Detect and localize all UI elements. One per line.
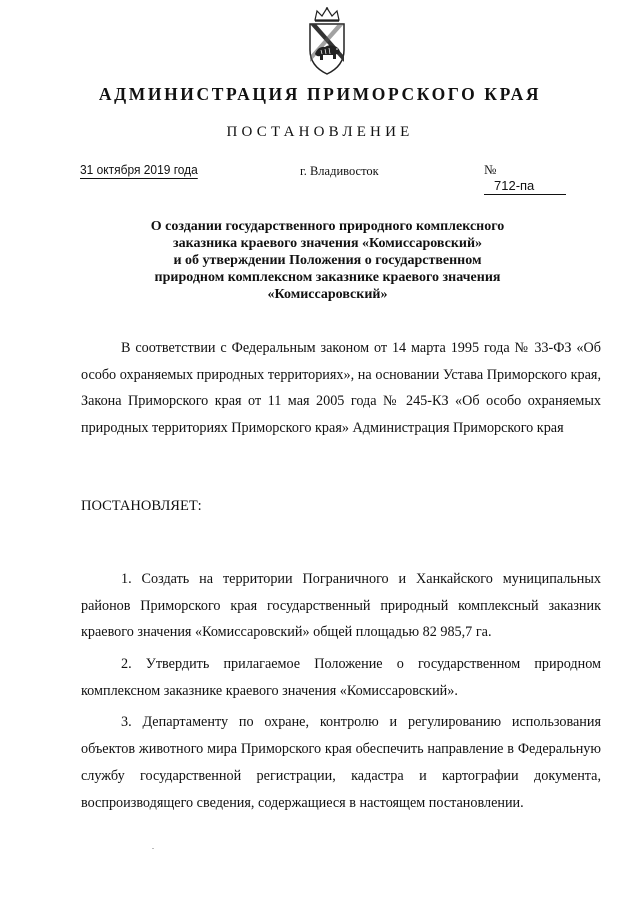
clause-paragraph: 3. Департаменту по охране, контролю и регулированию использования объектов животного мира Приморского края обеспечить направление в Федеральную службу государственной регистрации, кадастра и картографии документа, воспроизводящего сведения, содержащиеся в настоящем постановлении. bbox=[81, 714, 601, 811]
document-date: 31 октября 2019 года bbox=[80, 162, 198, 177]
subject-line: заказника краевого значения «Комиссаровский» bbox=[172, 236, 483, 251]
preamble-paragraph: В соответствии с Федеральным законом от 14 марта 1995 года № 33-ФЗ «Об особо охраняемых природных территориях», на основании Устава Приморского края, Закона Приморского края от 11 мая 2005 года № 245-КЗ «Об особо охраняемых природных территориях Приморского края» Администрация Приморского края bbox=[81, 340, 601, 436]
resolves-heading: ПОСТАНОВЛЯЕТ: bbox=[81, 498, 202, 514]
organization-title: АДМИНИСТРАЦИЯ ПРИМОРСКОГО КРАЯ bbox=[98, 84, 542, 104]
document-city: г. Владивосток bbox=[300, 164, 379, 178]
subject-line: «Комиссаровский» bbox=[267, 287, 388, 302]
number-sign: № bbox=[484, 162, 497, 177]
primorsky-krai-coat-of-arms-icon bbox=[301, 6, 353, 78]
subject-line: и об утверждении Положения о государственном bbox=[173, 253, 482, 268]
document-meta bbox=[80, 162, 572, 193]
scan-speck bbox=[152, 848, 154, 849]
document-subject bbox=[100, 218, 555, 303]
number-value: 712-па bbox=[484, 178, 566, 195]
subject-line: природном комплексном заказнике краевого значения bbox=[154, 270, 501, 285]
clause-paragraph: 1. Создать на территории Пограничного и Ханкайского муниципальных районов Приморского края государственный природный комплексный заказник краевого значения «Комиссаровский» общей площадью 82 985,7 га. bbox=[81, 571, 601, 640]
subject-line: О создании государственного природного комплексного bbox=[150, 219, 505, 234]
clause-paragraph: 2. Утвердить прилагаемое Положение о государственном природном комплексном заказнике краевого значения «Комиссаровский». bbox=[81, 656, 601, 699]
document-number bbox=[484, 162, 572, 195]
document-type: ПОСТАНОВЛЕНИЕ bbox=[226, 124, 414, 140]
